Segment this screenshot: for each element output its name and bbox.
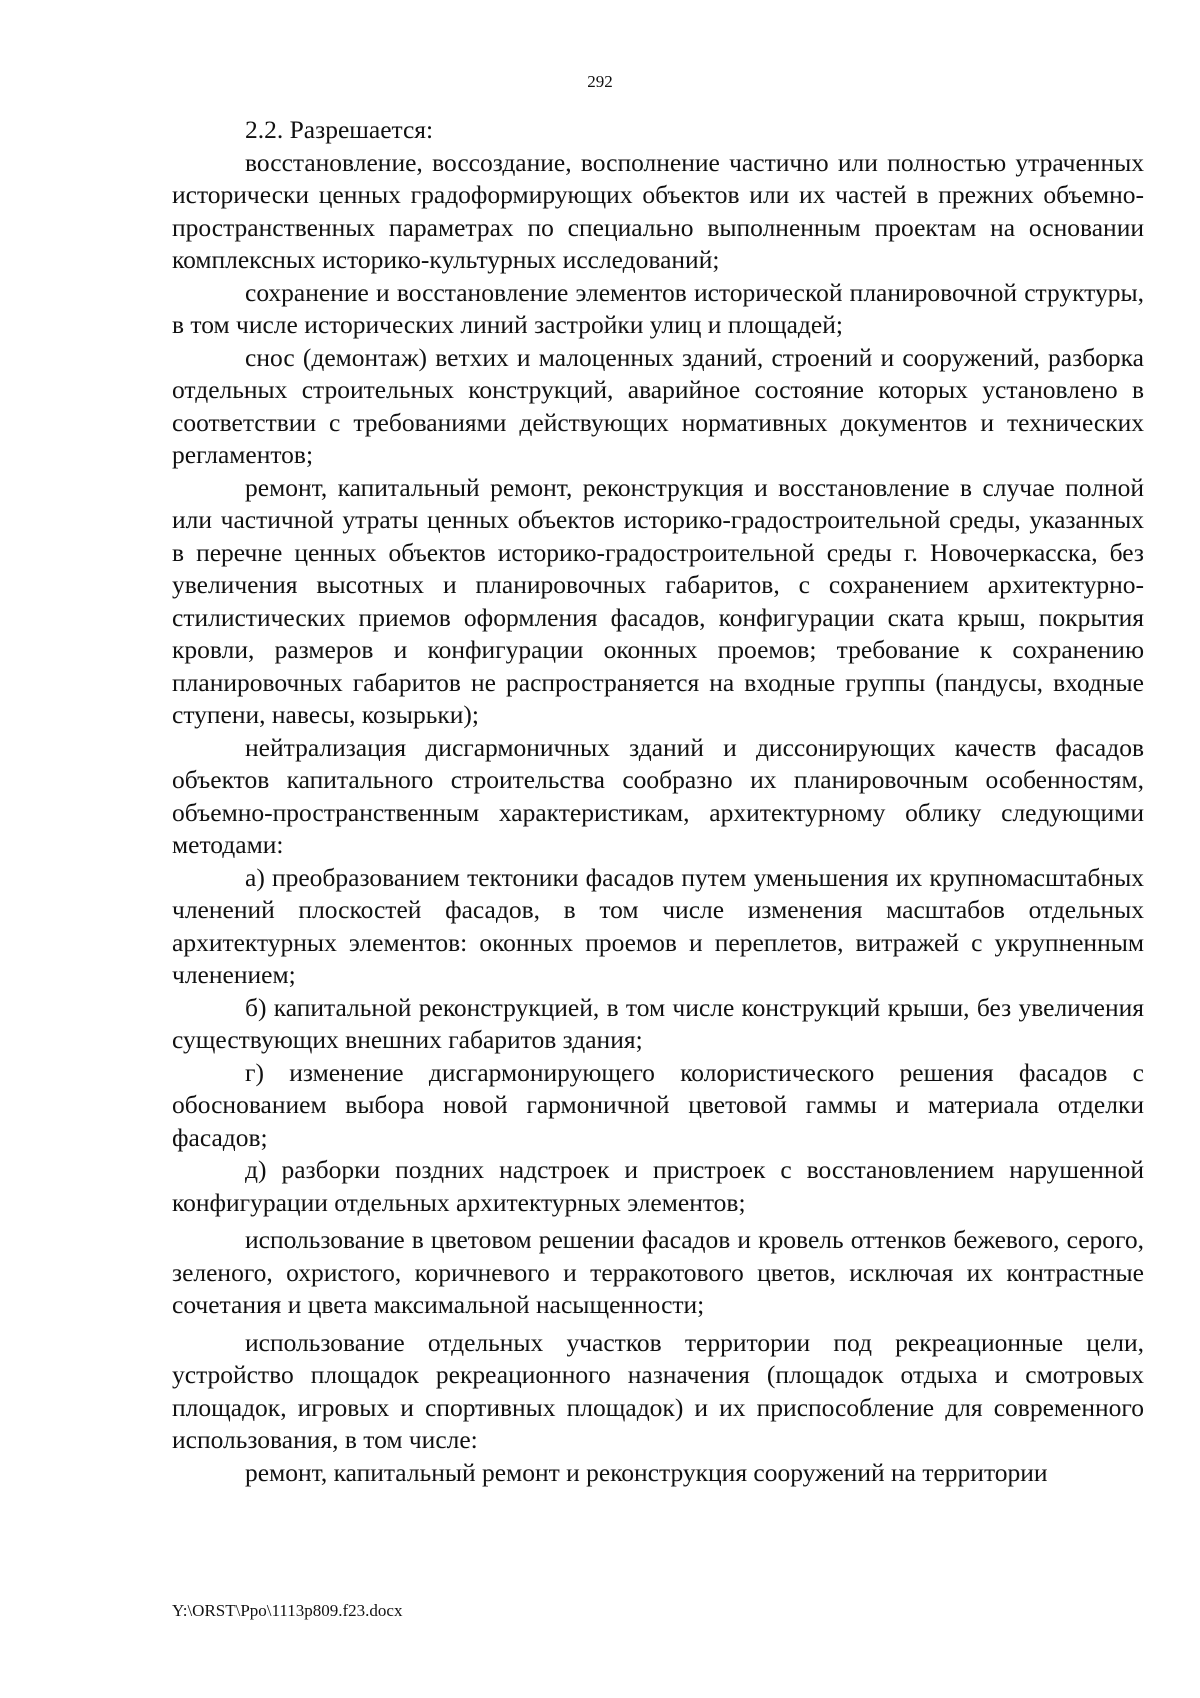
paragraph-item-g: г) изменение дисгармонирующего колористического решения фасадов с обоснованием выбора новой гармоничной цветовой гаммы и материала отделки фасадов;: [172, 1057, 1144, 1152]
document-body: [172, 114, 1144, 1489]
paragraph-item-d: д) разборки поздних надстроек и пристроек с восстановлением нарушенной конфигурации отдельных архитектурных элементов;: [172, 1155, 1144, 1217]
paragraph: снос (демонтаж) ветхих и малоценных зданий, строений и сооружений, разборка отдельных строительных конструкций, аварийное состояние которых установлено в соответствии с требованиями действующих нормативных документов и технических регламентов;: [172, 342, 1144, 469]
paragraph: использование в цветовом решении фасадов и кровель оттенков бежевого, серого, зеленого, охристого, коричневого и терракотового цветов, исключая их контрастные сочетания и цвета максимальной насыщенности;: [172, 1225, 1144, 1319]
paragraph: ремонт, капитальный ремонт, реконструкция и восстановление в случае полной или частичной утраты ценных объектов историко-градостроительной среды, указанных в перечне ценных объектов историко-градостроительной среды г. Новочеркасска, без увеличения высотных и планировочных габаритов, с сохранением архитектурно-стилистических приемов оформления фасадов, конфигурации ската крыш, покрытия кровли, размеров и конфигурации оконных проемов; требование к сохранению планировочных габаритов не распространяется на входные группы (пандусы, входные ступени, навесы, козырьки);: [172, 472, 1144, 729]
paragraph-item-b: б) капитальной реконструкцией, в том числе конструкций крыши, без увеличения существующих внешних габаритов здания;: [172, 992, 1144, 1054]
page-number: 292: [587, 72, 613, 91]
paragraph: сохранение и восстановление элементов исторической планировочной структуры, в том числе исторических линий застройки улиц и площадей;: [172, 277, 1144, 339]
paragraph: нейтрализация дисгармоничных зданий и диссонирующих качеств фасадов объектов капитального строительства сообразно их планировочным особенностям, объемно-пространственным характеристикам, архитектурному облику следующими методами:: [172, 732, 1144, 859]
paragraph: ремонт, капитальный ремонт и реконструкция сооружений на территории: [245, 1457, 1048, 1487]
paragraph: восстановление, воссоздание, восполнение частично или полностью утраченных исторически ценных градоформирующих объектов или их частей в прежних объемно-пространственных параметрах по специально выполненным проектам на основании комплексных историко-культурных исследований;: [172, 147, 1144, 274]
paragraph: использование отдельных участков территории под рекреационные цели, устройство площадок рекреационного назначения (площадок отдыха и смотровых площадок, игровых и спортивных площадок) и их приспособление для современного использования, в том числе:: [172, 1327, 1144, 1454]
file-path-footer: Y:\ORST\Ppo\1113p809.f23.docx: [172, 1601, 403, 1620]
paragraph-item-a: а) преобразованием тектоники фасадов путем уменьшения их крупномасштабных членений плоскостей фасадов, в том числе изменения масштабов отдельных архитектурных элементов: оконных проемов и переплетов, витражей с укрупненным членением;: [172, 862, 1144, 989]
paragraph-section-heading: 2.2. Разрешается:: [245, 115, 434, 144]
